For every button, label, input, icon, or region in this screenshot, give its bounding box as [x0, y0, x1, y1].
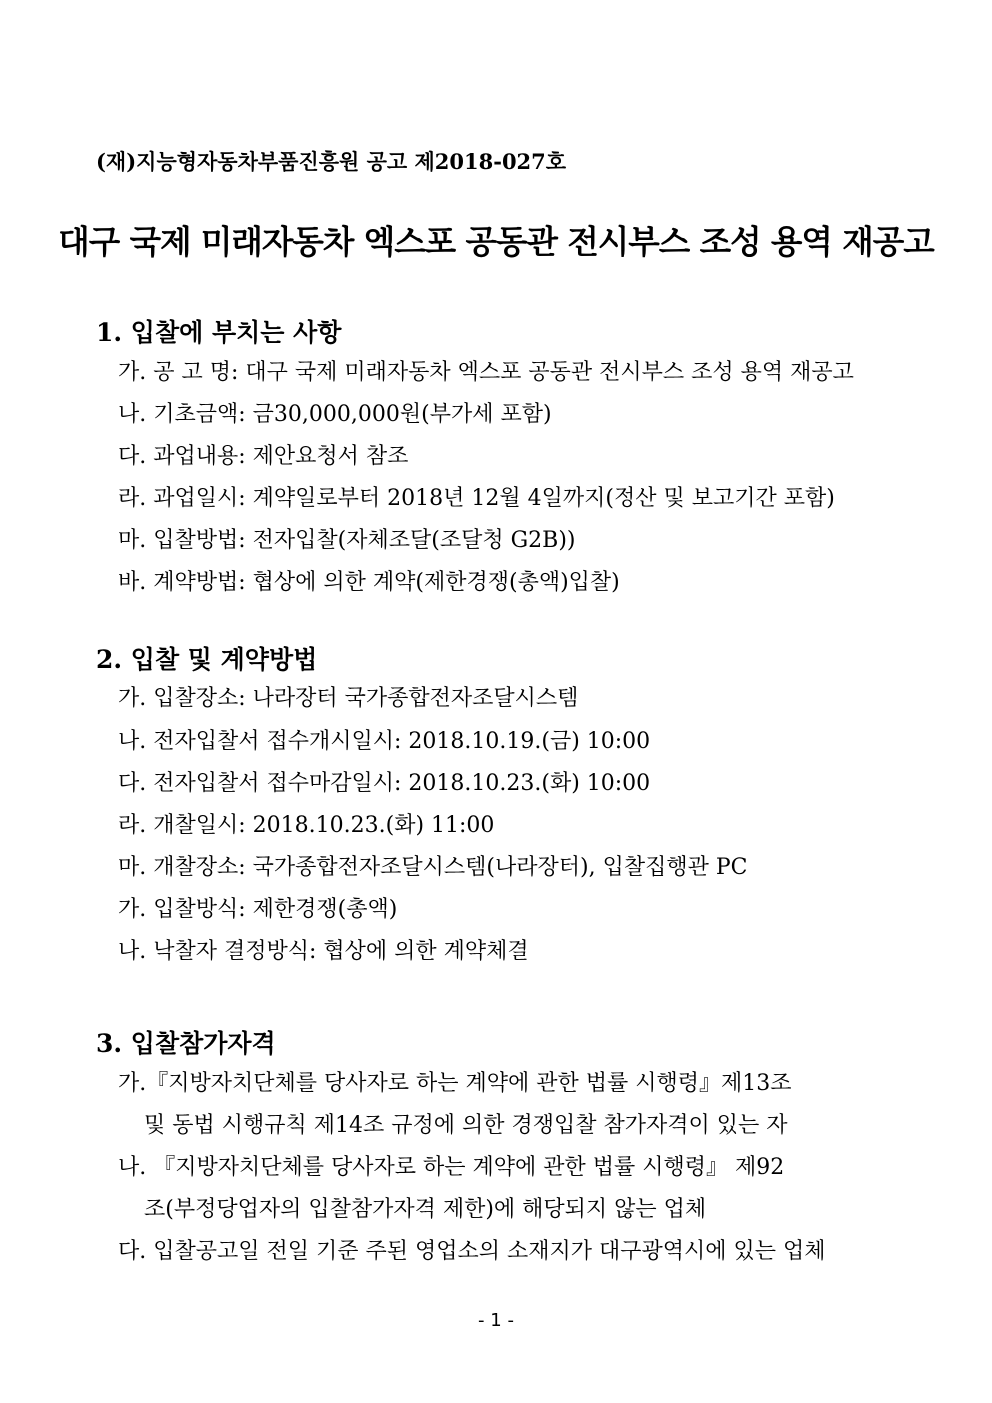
- document-title: 대구 국제 미래자동차 엑스포 공동관 전시부스 조성 용역 재공고: [58, 223, 934, 261]
- section-1-item-1: 가. 공 고 명: 대구 국제 미래자동차 엑스포 공동관 전시부스 조성 용역 재공고: [118, 360, 854, 385]
- section-2-item-7: 나. 낙찰자 결정방식: 협상에 의한 계약체결: [118, 939, 529, 964]
- section-2-item-6: 가. 입찰방식: 제한경쟁(총액): [118, 897, 398, 922]
- section-3-item-2-continued: 조(부정당업자의 입찰참가자격 제한)에 해당되지 않는 업체: [144, 1197, 707, 1222]
- section-heading-1: 1. 입찰에 부치는 사항: [96, 318, 342, 347]
- section-2-item-1: 가. 입찰장소: 나라장터 국가종합전자조달시스템: [118, 686, 579, 711]
- section-2-item-4: 라. 개찰일시: 2018.10.23.(화) 11:00: [118, 813, 495, 838]
- section-3-item-3: 다. 입찰공고일 전일 기준 주된 영업소의 소재지가 대구광역시에 있는 업체: [118, 1239, 826, 1264]
- section-1-item-4: 라. 과업일시: 계약일로부터 2018년 12월 4일까지(정산 및 보고기간 포함): [118, 486, 835, 511]
- section-2-item-3: 다. 전자입찰서 접수마감일시: 2018.10.23.(화) 10:00: [118, 771, 651, 796]
- section-3-item-1-continued: 및 동법 시행규칙 제14조 규정에 의한 경쟁입찰 참가자격이 있는 자: [144, 1113, 788, 1138]
- section-2-item-2: 나. 전자입찰서 접수개시일시: 2018.10.19.(금) 10:00: [118, 729, 651, 754]
- section-heading-3: 3. 입찰참가자격: [96, 1029, 276, 1058]
- section-heading-2: 2. 입찰 및 계약방법: [96, 645, 318, 674]
- section-3-item-1: 가.『지방자치단체를 당사자로 하는 계약에 관한 법률 시행령』제13조: [118, 1071, 792, 1096]
- section-1-item-6: 바. 계약방법: 협상에 의한 계약(제한경쟁(총액)입찰): [118, 570, 620, 595]
- section-3-item-2: 나. 『지방자치단체를 당사자로 하는 계약에 관한 법률 시행령』 제92: [118, 1155, 785, 1180]
- section-1-item-5: 마. 입찰방법: 전자입찰(자체조달(조달청 G2B)): [118, 528, 576, 553]
- page-number: - 1 -: [478, 1310, 514, 1331]
- notice-number: (재)지능형자동차부품진흥원 공고 제2018-027호: [96, 149, 567, 174]
- section-2-item-5: 마. 개찰장소: 국가종합전자조달시스템(나라장터), 입찰집행관 PC: [118, 855, 748, 880]
- section-1-item-3: 다. 과업내용: 제안요청서 참조: [118, 444, 409, 469]
- section-1-item-2: 나. 기초금액: 금30,000,000원(부가세 포함): [118, 402, 552, 427]
